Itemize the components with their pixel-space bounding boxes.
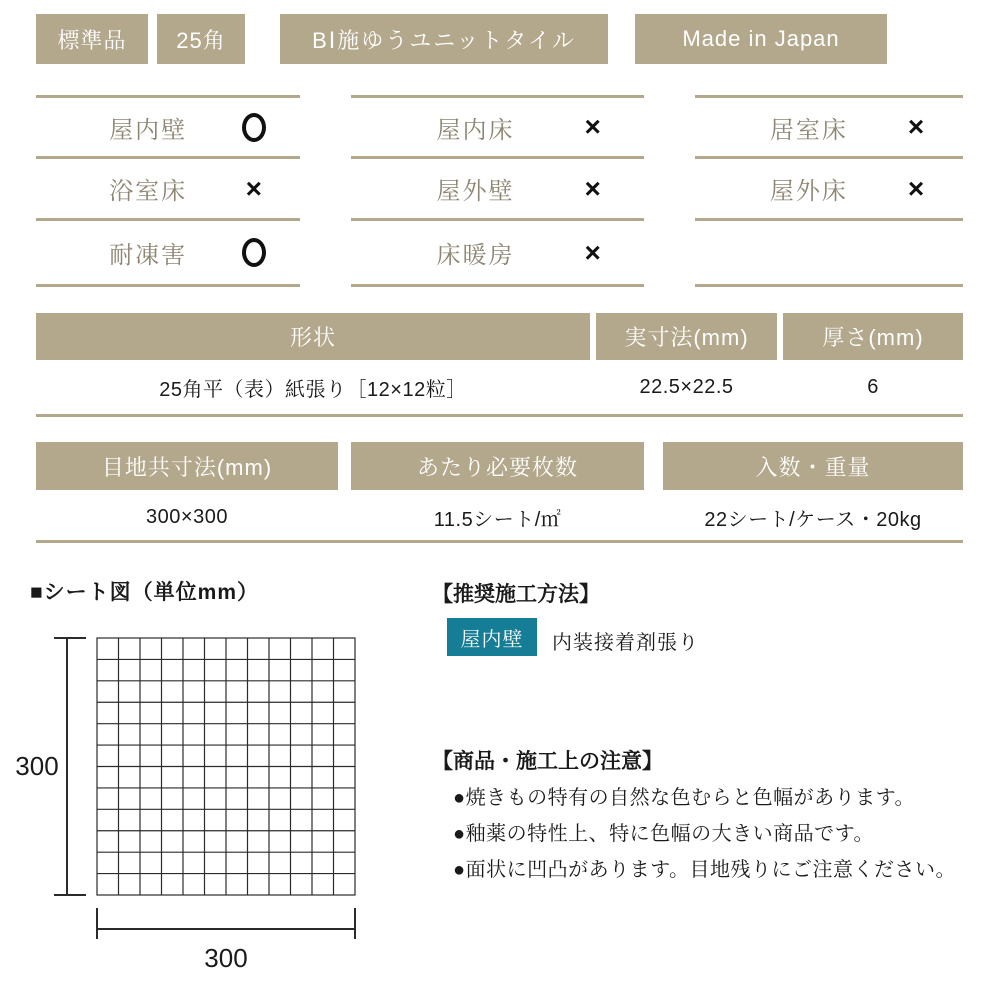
spec-header: あたり必要枚数 <box>351 442 644 490</box>
suitability-row <box>695 156 963 218</box>
x-icon: × <box>584 172 601 204</box>
spec-header: 入数・重量 <box>663 442 963 490</box>
product-badge: 25角 <box>157 14 245 64</box>
spec-column <box>351 442 644 544</box>
ng-mark <box>208 172 300 204</box>
suitability-row <box>36 95 300 156</box>
suitability-row <box>36 156 300 218</box>
tile-grid <box>97 638 355 895</box>
suitability-row <box>695 218 963 287</box>
suitability-row <box>351 156 644 218</box>
spec-header: 実寸法(mm) <box>596 313 777 360</box>
installation-area-badge: 屋内壁 <box>447 618 537 656</box>
notes-title: 【商品・施工上の注意】 <box>432 750 663 773</box>
product-badge: BⅠ施ゆうユニットタイル <box>280 14 608 64</box>
circle-icon <box>242 238 266 267</box>
note-item: ●焼きもの特有の自然な色むらと色幅があります。 <box>453 787 915 809</box>
suitability-column <box>36 95 300 287</box>
x-icon: × <box>584 111 601 142</box>
height-dimension-label: 300 <box>15 751 59 781</box>
suitability-row <box>36 218 300 287</box>
suitability-column <box>695 95 963 287</box>
spec-value: 11.5シート/㎡ <box>433 508 562 531</box>
width-dimension-label: 300 <box>204 943 248 973</box>
suitability-label: 耐凍害 <box>109 242 188 269</box>
suitability-label: 浴室床 <box>109 178 188 205</box>
sheet-diagram-title: ■シート図（単位mm） <box>30 581 260 604</box>
divider <box>36 414 963 417</box>
spec-header: 厚さ(mm) <box>783 313 963 360</box>
suitability-label: 屋外壁 <box>436 178 515 205</box>
suitability-label: 居室床 <box>769 116 848 144</box>
spec-value: 22.5×22.5 <box>639 375 734 398</box>
badge-row <box>0 14 1000 64</box>
divider <box>36 540 963 543</box>
spec-column <box>596 313 777 414</box>
sheet-diagram <box>10 608 390 988</box>
spec-value: 300×300 <box>146 505 228 528</box>
suitability-label: 屋内壁 <box>109 116 188 144</box>
spec-column <box>36 313 590 414</box>
product-badge: 標準品 <box>36 14 148 64</box>
suitability-label: 屋内床 <box>436 116 515 144</box>
suitability-row <box>695 95 963 156</box>
x-icon: × <box>584 236 601 268</box>
notes-list <box>453 780 973 888</box>
note-item: ●釉薬の特性上、特に色幅の大きい商品です。 <box>453 823 874 845</box>
suitability-label: 屋外床 <box>769 178 848 205</box>
product-badge: Made in Japan <box>635 14 887 64</box>
installation-method-value: 内装接着剤張り <box>552 632 699 654</box>
ng-mark <box>541 113 644 141</box>
ok-mark <box>208 113 300 142</box>
x-icon: × <box>245 172 262 204</box>
spec-table-packing <box>0 442 1000 541</box>
circle-icon <box>242 113 266 142</box>
spec-header: 形状 <box>36 313 590 360</box>
installation-method-title: 【推奨施工方法】 <box>432 583 600 606</box>
spec-column <box>663 442 963 544</box>
ok-mark <box>208 238 300 267</box>
width-dimension-line <box>97 908 355 939</box>
x-icon: × <box>907 172 925 204</box>
height-dimension-line <box>54 638 86 895</box>
ng-mark <box>869 172 963 204</box>
x-icon: × <box>907 111 925 142</box>
note-item: ●面状に凹凸があります。目地残りにご注意ください。 <box>453 859 956 881</box>
suitability-row <box>351 218 644 287</box>
spec-value: 25角平（表）紙張り［12×12粒］ <box>159 378 467 401</box>
spec-header: 目地共寸法(mm) <box>36 442 338 490</box>
ng-mark <box>541 172 644 204</box>
spec-column <box>783 313 963 414</box>
ng-mark <box>869 113 963 141</box>
suitability-row <box>351 95 644 156</box>
suitability-label: 床暖房 <box>436 242 515 269</box>
spec-column <box>36 442 338 544</box>
spec-value: 6 <box>867 375 879 398</box>
spec-value: 22シート/ケース・20kg <box>704 508 922 531</box>
ng-mark <box>541 236 644 268</box>
suitability-column <box>351 95 644 287</box>
spec-table-shape <box>0 313 1000 414</box>
